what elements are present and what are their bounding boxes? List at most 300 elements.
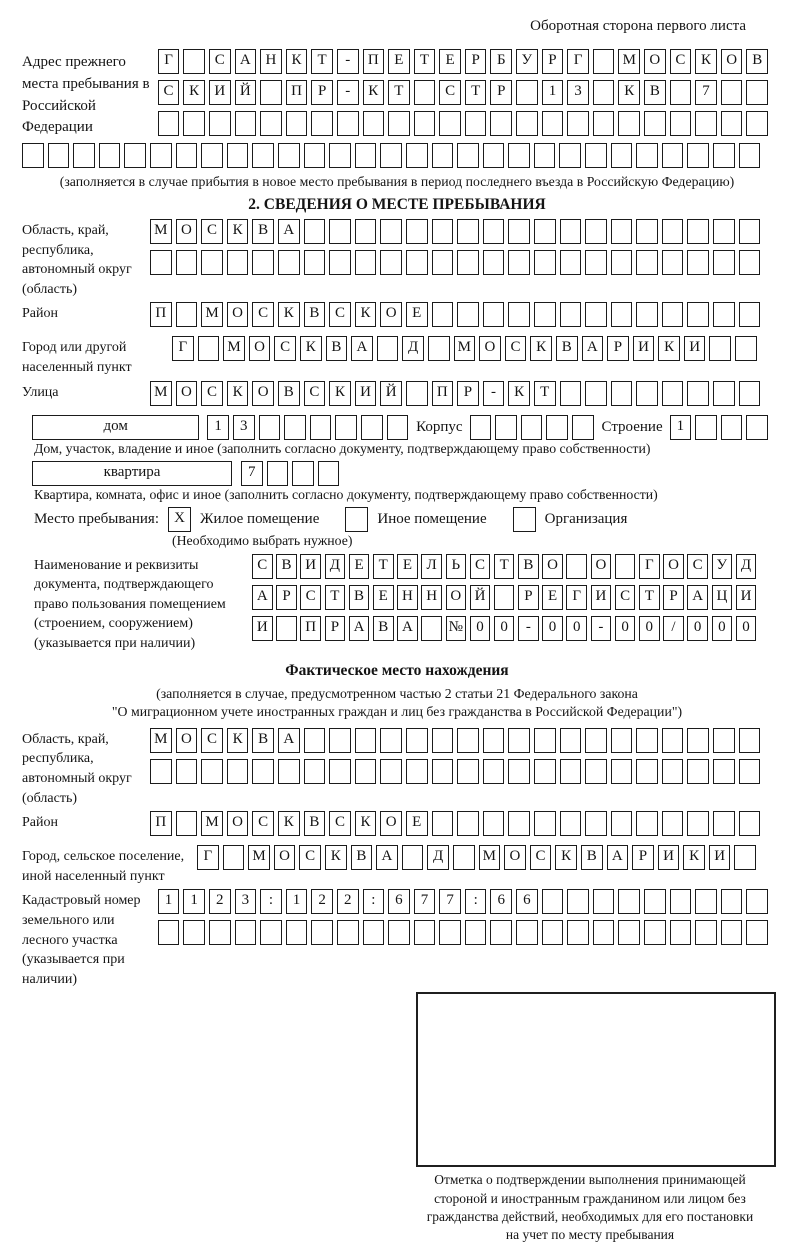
char-box[interactable] bbox=[483, 759, 505, 784]
char-box[interactable]: Т bbox=[534, 381, 556, 406]
char-box[interactable]: К bbox=[695, 49, 717, 74]
char-box[interactable] bbox=[670, 111, 692, 136]
char-box[interactable]: 7 bbox=[414, 889, 436, 914]
char-box[interactable]: К bbox=[183, 80, 205, 105]
char-box[interactable] bbox=[670, 920, 692, 945]
char-box[interactable]: С bbox=[300, 585, 321, 610]
char-box[interactable]: П bbox=[432, 381, 454, 406]
char-box[interactable]: О bbox=[644, 49, 666, 74]
char-box[interactable] bbox=[483, 811, 505, 836]
house-type-field[interactable]: дом bbox=[32, 415, 199, 440]
char-box[interactable]: А bbox=[351, 336, 373, 361]
char-box[interactable] bbox=[380, 143, 402, 168]
char-box[interactable] bbox=[176, 143, 198, 168]
char-box[interactable]: - bbox=[337, 80, 359, 105]
char-box[interactable] bbox=[560, 381, 582, 406]
char-box[interactable] bbox=[618, 111, 640, 136]
char-box[interactable]: Р bbox=[632, 845, 654, 870]
char-box[interactable] bbox=[611, 811, 633, 836]
char-box[interactable] bbox=[432, 759, 454, 784]
char-box[interactable]: Е bbox=[397, 554, 418, 579]
char-box[interactable] bbox=[176, 302, 198, 327]
char-box[interactable]: Р bbox=[518, 585, 539, 610]
char-box[interactable]: П bbox=[363, 49, 385, 74]
char-box[interactable]: Н bbox=[260, 49, 282, 74]
char-box[interactable] bbox=[593, 920, 615, 945]
char-box[interactable] bbox=[494, 585, 515, 610]
char-box[interactable]: 2 bbox=[337, 889, 359, 914]
char-box[interactable] bbox=[457, 302, 479, 327]
checkbox-other-premises[interactable] bbox=[345, 507, 368, 532]
char-box[interactable]: К bbox=[530, 336, 552, 361]
char-box[interactable] bbox=[227, 759, 249, 784]
char-box[interactable] bbox=[414, 111, 436, 136]
char-box[interactable]: 2 bbox=[311, 889, 333, 914]
char-box[interactable] bbox=[670, 80, 692, 105]
char-box[interactable] bbox=[560, 250, 582, 275]
char-box[interactable] bbox=[560, 219, 582, 244]
char-box[interactable] bbox=[198, 336, 220, 361]
char-box[interactable]: Р bbox=[663, 585, 684, 610]
char-box[interactable] bbox=[662, 759, 684, 784]
char-box[interactable] bbox=[508, 759, 530, 784]
char-box[interactable]: - bbox=[518, 616, 539, 641]
char-box[interactable]: Г bbox=[172, 336, 194, 361]
char-box[interactable] bbox=[124, 143, 146, 168]
char-box[interactable]: 0 bbox=[494, 616, 515, 641]
char-box[interactable] bbox=[636, 811, 658, 836]
char-box[interactable]: О bbox=[227, 811, 249, 836]
char-box[interactable]: 7 bbox=[241, 461, 263, 486]
char-box[interactable] bbox=[611, 143, 633, 168]
char-box[interactable] bbox=[739, 381, 761, 406]
char-box[interactable]: 0 bbox=[542, 616, 563, 641]
char-box[interactable] bbox=[687, 219, 709, 244]
char-box[interactable] bbox=[260, 80, 282, 105]
char-box[interactable] bbox=[311, 920, 333, 945]
char-box[interactable]: К bbox=[278, 811, 300, 836]
char-box[interactable] bbox=[542, 111, 564, 136]
char-box[interactable] bbox=[534, 219, 556, 244]
char-box[interactable] bbox=[670, 889, 692, 914]
char-box[interactable]: Ц bbox=[712, 585, 733, 610]
char-box[interactable] bbox=[709, 336, 731, 361]
char-box[interactable]: А bbox=[687, 585, 708, 610]
char-box[interactable] bbox=[516, 111, 538, 136]
char-box[interactable] bbox=[687, 143, 709, 168]
char-box[interactable]: И bbox=[209, 80, 231, 105]
apartment-type-field[interactable]: квартира bbox=[32, 461, 232, 486]
char-box[interactable]: С bbox=[530, 845, 552, 870]
char-box[interactable]: Е bbox=[542, 585, 563, 610]
char-box[interactable] bbox=[227, 250, 249, 275]
char-box[interactable] bbox=[713, 302, 735, 327]
char-box[interactable]: 6 bbox=[490, 889, 512, 914]
char-box[interactable]: Е bbox=[349, 554, 370, 579]
char-box[interactable] bbox=[695, 415, 717, 440]
char-box[interactable] bbox=[292, 461, 314, 486]
char-box[interactable]: О bbox=[721, 49, 743, 74]
char-box[interactable]: 2 bbox=[209, 889, 231, 914]
char-box[interactable] bbox=[406, 219, 428, 244]
char-box[interactable]: К bbox=[508, 381, 530, 406]
char-box[interactable] bbox=[380, 728, 402, 753]
char-box[interactable] bbox=[457, 219, 479, 244]
char-box[interactable] bbox=[176, 811, 198, 836]
char-box[interactable]: М bbox=[479, 845, 501, 870]
char-box[interactable] bbox=[644, 920, 666, 945]
char-box[interactable]: С bbox=[304, 381, 326, 406]
char-box[interactable]: В bbox=[556, 336, 578, 361]
char-box[interactable] bbox=[183, 49, 205, 74]
char-box[interactable] bbox=[739, 759, 761, 784]
char-box[interactable]: - bbox=[591, 616, 612, 641]
char-box[interactable] bbox=[746, 111, 768, 136]
char-box[interactable] bbox=[335, 415, 357, 440]
char-box[interactable]: А bbox=[235, 49, 257, 74]
char-box[interactable]: К bbox=[300, 336, 322, 361]
char-box[interactable]: В bbox=[326, 336, 348, 361]
char-box[interactable]: И bbox=[300, 554, 321, 579]
char-box[interactable] bbox=[713, 143, 735, 168]
char-box[interactable] bbox=[734, 845, 756, 870]
char-box[interactable] bbox=[618, 920, 640, 945]
char-box[interactable]: И bbox=[355, 381, 377, 406]
char-box[interactable] bbox=[636, 381, 658, 406]
char-box[interactable] bbox=[534, 250, 556, 275]
char-box[interactable]: 3 bbox=[567, 80, 589, 105]
char-box[interactable] bbox=[483, 250, 505, 275]
char-box[interactable]: К bbox=[555, 845, 577, 870]
char-box[interactable] bbox=[560, 759, 582, 784]
char-box[interactable] bbox=[516, 80, 538, 105]
char-box[interactable] bbox=[260, 920, 282, 945]
char-box[interactable]: Д bbox=[402, 336, 424, 361]
char-box[interactable] bbox=[585, 219, 607, 244]
char-box[interactable] bbox=[739, 250, 761, 275]
char-box[interactable] bbox=[48, 143, 70, 168]
char-box[interactable] bbox=[278, 250, 300, 275]
char-box[interactable] bbox=[380, 250, 402, 275]
char-box[interactable] bbox=[99, 143, 121, 168]
char-box[interactable]: В bbox=[518, 554, 539, 579]
char-box[interactable]: М bbox=[454, 336, 476, 361]
char-box[interactable] bbox=[490, 111, 512, 136]
char-box[interactable] bbox=[687, 381, 709, 406]
char-box[interactable]: В bbox=[349, 585, 370, 610]
char-box[interactable] bbox=[687, 811, 709, 836]
char-box[interactable]: № bbox=[446, 616, 467, 641]
char-box[interactable]: 1 bbox=[286, 889, 308, 914]
char-box[interactable] bbox=[721, 415, 743, 440]
char-box[interactable]: Б bbox=[490, 49, 512, 74]
char-box[interactable] bbox=[432, 811, 454, 836]
char-box[interactable]: Е bbox=[388, 49, 410, 74]
char-box[interactable]: С bbox=[201, 381, 223, 406]
char-box[interactable] bbox=[662, 302, 684, 327]
char-box[interactable] bbox=[361, 415, 383, 440]
char-box[interactable]: Т bbox=[414, 49, 436, 74]
char-box[interactable] bbox=[585, 728, 607, 753]
char-box[interactable]: В bbox=[304, 302, 326, 327]
char-box[interactable]: / bbox=[663, 616, 684, 641]
char-box[interactable] bbox=[542, 889, 564, 914]
char-box[interactable] bbox=[662, 381, 684, 406]
char-box[interactable]: Р bbox=[490, 80, 512, 105]
char-box[interactable]: А bbox=[349, 616, 370, 641]
char-box[interactable] bbox=[611, 381, 633, 406]
char-box[interactable] bbox=[201, 250, 223, 275]
char-box[interactable]: О bbox=[249, 336, 271, 361]
char-box[interactable] bbox=[402, 845, 424, 870]
char-box[interactable] bbox=[406, 381, 428, 406]
char-box[interactable] bbox=[508, 219, 530, 244]
char-box[interactable] bbox=[406, 759, 428, 784]
char-box[interactable] bbox=[585, 143, 607, 168]
char-box[interactable]: 3 bbox=[233, 415, 255, 440]
char-box[interactable] bbox=[337, 920, 359, 945]
char-box[interactable]: У bbox=[712, 554, 733, 579]
char-box[interactable] bbox=[593, 111, 615, 136]
char-box[interactable]: К bbox=[227, 381, 249, 406]
char-box[interactable]: 1 bbox=[207, 415, 229, 440]
char-box[interactable] bbox=[593, 889, 615, 914]
char-box[interactable] bbox=[387, 415, 409, 440]
char-box[interactable] bbox=[183, 111, 205, 136]
char-box[interactable]: Т bbox=[494, 554, 515, 579]
char-box[interactable] bbox=[380, 219, 402, 244]
char-box[interactable]: М bbox=[150, 219, 172, 244]
char-box[interactable]: С bbox=[329, 302, 351, 327]
char-box[interactable]: С bbox=[274, 336, 296, 361]
char-box[interactable] bbox=[695, 889, 717, 914]
char-box[interactable] bbox=[406, 728, 428, 753]
char-box[interactable] bbox=[611, 728, 633, 753]
char-box[interactable]: С bbox=[299, 845, 321, 870]
char-box[interactable]: Е bbox=[439, 49, 461, 74]
char-box[interactable] bbox=[611, 219, 633, 244]
char-box[interactable] bbox=[662, 219, 684, 244]
char-box[interactable] bbox=[259, 415, 281, 440]
char-box[interactable] bbox=[713, 219, 735, 244]
char-box[interactable] bbox=[611, 759, 633, 784]
char-box[interactable] bbox=[278, 143, 300, 168]
char-box[interactable] bbox=[721, 80, 743, 105]
char-box[interactable] bbox=[746, 415, 768, 440]
char-box[interactable] bbox=[304, 250, 326, 275]
char-box[interactable]: С bbox=[670, 49, 692, 74]
char-box[interactable] bbox=[457, 759, 479, 784]
char-box[interactable] bbox=[227, 143, 249, 168]
char-box[interactable] bbox=[490, 920, 512, 945]
char-box[interactable]: К bbox=[227, 219, 249, 244]
char-box[interactable]: Т bbox=[373, 554, 394, 579]
char-box[interactable]: У bbox=[516, 49, 538, 74]
char-box[interactable]: К bbox=[227, 728, 249, 753]
char-box[interactable]: Н bbox=[397, 585, 418, 610]
char-box[interactable]: В bbox=[373, 616, 394, 641]
char-box[interactable]: : bbox=[260, 889, 282, 914]
char-box[interactable]: О bbox=[542, 554, 563, 579]
char-box[interactable] bbox=[618, 889, 640, 914]
char-box[interactable]: С bbox=[252, 811, 274, 836]
char-box[interactable] bbox=[746, 80, 768, 105]
char-box[interactable]: О bbox=[176, 381, 198, 406]
char-box[interactable] bbox=[508, 250, 530, 275]
char-box[interactable] bbox=[176, 759, 198, 784]
char-box[interactable] bbox=[739, 302, 761, 327]
char-box[interactable] bbox=[534, 759, 556, 784]
char-box[interactable] bbox=[721, 889, 743, 914]
char-box[interactable] bbox=[516, 920, 538, 945]
char-box[interactable] bbox=[432, 250, 454, 275]
char-box[interactable]: С bbox=[201, 728, 223, 753]
char-box[interactable] bbox=[636, 728, 658, 753]
char-box[interactable] bbox=[286, 920, 308, 945]
char-box[interactable] bbox=[209, 920, 231, 945]
char-box[interactable]: : bbox=[363, 889, 385, 914]
char-box[interactable]: Р bbox=[311, 80, 333, 105]
char-box[interactable]: В bbox=[351, 845, 373, 870]
char-box[interactable] bbox=[508, 302, 530, 327]
char-box[interactable] bbox=[235, 920, 257, 945]
char-box[interactable] bbox=[380, 759, 402, 784]
char-box[interactable] bbox=[304, 759, 326, 784]
char-box[interactable]: И bbox=[736, 585, 757, 610]
char-box[interactable]: С bbox=[252, 554, 273, 579]
char-box[interactable]: М bbox=[150, 381, 172, 406]
char-box[interactable]: Т bbox=[388, 80, 410, 105]
char-box[interactable] bbox=[559, 143, 581, 168]
char-box[interactable] bbox=[318, 461, 340, 486]
char-box[interactable] bbox=[534, 728, 556, 753]
char-box[interactable]: К bbox=[286, 49, 308, 74]
char-box[interactable] bbox=[746, 920, 768, 945]
char-box[interactable]: С bbox=[158, 80, 180, 105]
char-box[interactable] bbox=[585, 811, 607, 836]
char-box[interactable]: Й bbox=[380, 381, 402, 406]
char-box[interactable] bbox=[534, 302, 556, 327]
char-box[interactable] bbox=[329, 143, 351, 168]
char-box[interactable] bbox=[662, 811, 684, 836]
char-box[interactable]: М bbox=[248, 845, 270, 870]
char-box[interactable]: М bbox=[201, 302, 223, 327]
char-box[interactable] bbox=[483, 728, 505, 753]
char-box[interactable]: Р bbox=[276, 585, 297, 610]
char-box[interactable]: Г bbox=[197, 845, 219, 870]
char-box[interactable]: И bbox=[658, 845, 680, 870]
char-box[interactable] bbox=[687, 302, 709, 327]
char-box[interactable] bbox=[615, 554, 636, 579]
char-box[interactable] bbox=[739, 811, 761, 836]
char-box[interactable]: М bbox=[618, 49, 640, 74]
char-box[interactable] bbox=[355, 250, 377, 275]
char-box[interactable] bbox=[355, 728, 377, 753]
char-box[interactable]: О bbox=[663, 554, 684, 579]
char-box[interactable]: Т bbox=[311, 49, 333, 74]
char-box[interactable] bbox=[432, 219, 454, 244]
char-box[interactable] bbox=[560, 811, 582, 836]
char-box[interactable]: С bbox=[252, 302, 274, 327]
char-box[interactable]: О bbox=[591, 554, 612, 579]
char-box[interactable] bbox=[508, 143, 530, 168]
char-box[interactable]: А bbox=[397, 616, 418, 641]
char-box[interactable]: 0 bbox=[566, 616, 587, 641]
char-box[interactable] bbox=[150, 759, 172, 784]
char-box[interactable]: 1 bbox=[670, 415, 692, 440]
char-box[interactable]: 0 bbox=[687, 616, 708, 641]
char-box[interactable] bbox=[406, 143, 428, 168]
char-box[interactable] bbox=[310, 415, 332, 440]
char-box[interactable] bbox=[636, 143, 658, 168]
char-box[interactable] bbox=[278, 759, 300, 784]
char-box[interactable]: О bbox=[227, 302, 249, 327]
char-box[interactable]: Й bbox=[235, 80, 257, 105]
char-box[interactable]: - bbox=[483, 381, 505, 406]
char-box[interactable] bbox=[572, 415, 594, 440]
char-box[interactable] bbox=[457, 250, 479, 275]
char-box[interactable]: О bbox=[479, 336, 501, 361]
char-box[interactable]: Й bbox=[470, 585, 491, 610]
char-box[interactable]: 0 bbox=[639, 616, 660, 641]
char-box[interactable] bbox=[183, 920, 205, 945]
char-box[interactable]: С bbox=[209, 49, 231, 74]
char-box[interactable]: К bbox=[325, 845, 347, 870]
char-box[interactable] bbox=[687, 250, 709, 275]
char-box[interactable] bbox=[176, 250, 198, 275]
char-box[interactable] bbox=[421, 616, 442, 641]
char-box[interactable] bbox=[457, 143, 479, 168]
char-box[interactable]: П bbox=[150, 811, 172, 836]
char-box[interactable]: О bbox=[176, 728, 198, 753]
char-box[interactable]: А bbox=[278, 219, 300, 244]
char-box[interactable]: В bbox=[278, 381, 300, 406]
char-box[interactable] bbox=[687, 759, 709, 784]
char-box[interactable] bbox=[585, 250, 607, 275]
char-box[interactable]: Т bbox=[465, 80, 487, 105]
char-box[interactable] bbox=[252, 250, 274, 275]
char-box[interactable] bbox=[644, 111, 666, 136]
char-box[interactable]: Д bbox=[325, 554, 346, 579]
char-box[interactable] bbox=[739, 143, 761, 168]
char-box[interactable] bbox=[355, 143, 377, 168]
char-box[interactable]: П bbox=[286, 80, 308, 105]
char-box[interactable] bbox=[585, 302, 607, 327]
char-box[interactable] bbox=[363, 111, 385, 136]
char-box[interactable] bbox=[465, 111, 487, 136]
char-box[interactable]: П bbox=[150, 302, 172, 327]
char-box[interactable] bbox=[662, 143, 684, 168]
char-box[interactable]: О bbox=[176, 219, 198, 244]
char-box[interactable]: Н bbox=[421, 585, 442, 610]
char-box[interactable]: Е bbox=[406, 302, 428, 327]
char-box[interactable] bbox=[355, 219, 377, 244]
char-box[interactable]: К bbox=[658, 336, 680, 361]
char-box[interactable]: М bbox=[223, 336, 245, 361]
char-box[interactable]: Л bbox=[421, 554, 442, 579]
char-box[interactable] bbox=[483, 143, 505, 168]
char-box[interactable]: С bbox=[439, 80, 461, 105]
char-box[interactable]: К bbox=[329, 381, 351, 406]
char-box[interactable]: Р bbox=[465, 49, 487, 74]
char-box[interactable]: 6 bbox=[516, 889, 538, 914]
char-box[interactable] bbox=[304, 728, 326, 753]
char-box[interactable] bbox=[284, 415, 306, 440]
char-box[interactable] bbox=[546, 415, 568, 440]
char-box[interactable] bbox=[150, 250, 172, 275]
char-box[interactable] bbox=[593, 80, 615, 105]
char-box[interactable]: Г bbox=[639, 554, 660, 579]
